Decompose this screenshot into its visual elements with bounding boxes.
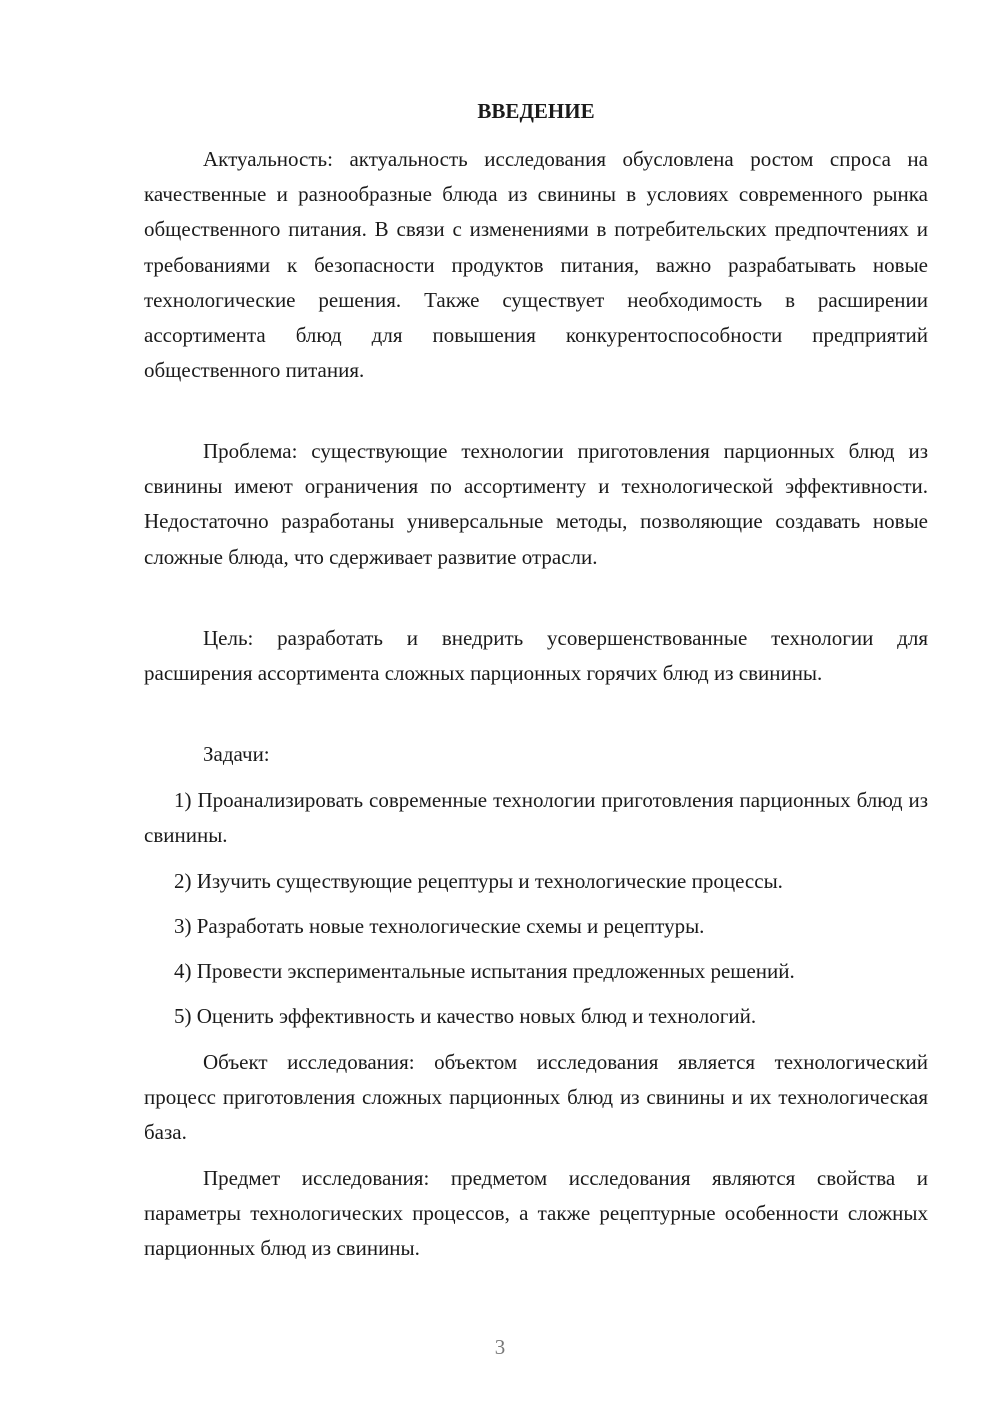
task-item-2: 2) Изучить существующие рецептуры и технологические процессы. xyxy=(174,869,783,893)
task-item-1: 1) Проанализировать современные технологии приготовления парционных блюд из свинины. xyxy=(144,788,928,848)
task-item-4: 4) Провести экспериментальные испытания предложенных решений. xyxy=(174,959,795,983)
paragraph-object: Объект исследования: объектом исследования является технологический процесс приготовления сложных парционных блюд из свинины и их технологическая база. xyxy=(144,1050,928,1145)
paragraph-relevance: Актуальность: актуальность исследования обусловлена ростом спроса на качественные и разнообразные блюда из свинины в условиях современного рынка общественного питания. В связи с изменениями в потребительских предпочтениях и требованиями к безопасности продуктов питания, важно разрабатывать новые технологические решения. Также существует необходимость в расширении ассортимента блюд для повышения конкурентоспособности предприятий общественного питания. xyxy=(144,147,928,383)
task-item-3: 3) Разработать новые технологические схемы и рецептуры. xyxy=(174,914,705,938)
task-item-5: 5) Оценить эффективность и качество новых блюд и технологий. xyxy=(174,1004,757,1028)
paragraph-goal: Цель: разработать и внедрить усовершенствованные технологии для расширения ассортимента сложных парционных горячих блюд из свинины. xyxy=(144,626,928,686)
paragraph-problem: Проблема: существующие технологии приготовления парционных блюд из свинины имеют ограничения по ассортименту и технологической эффективности. Недостаточно разработаны универсальные методы, позволяющие создавать новые сложные блюда, что сдерживает развитие отрасли. xyxy=(144,439,928,569)
tasks-heading: Задачи: xyxy=(203,742,270,766)
page-number: 3 xyxy=(494,1335,506,1359)
paragraph-subject: Предмет исследования: предметом исследования являются свойства и параметры технологических процессов, а также рецептурные особенности сложных парционных блюд из свинины. xyxy=(144,1166,928,1261)
section-title: ВВЕДЕНИЕ xyxy=(477,99,595,123)
